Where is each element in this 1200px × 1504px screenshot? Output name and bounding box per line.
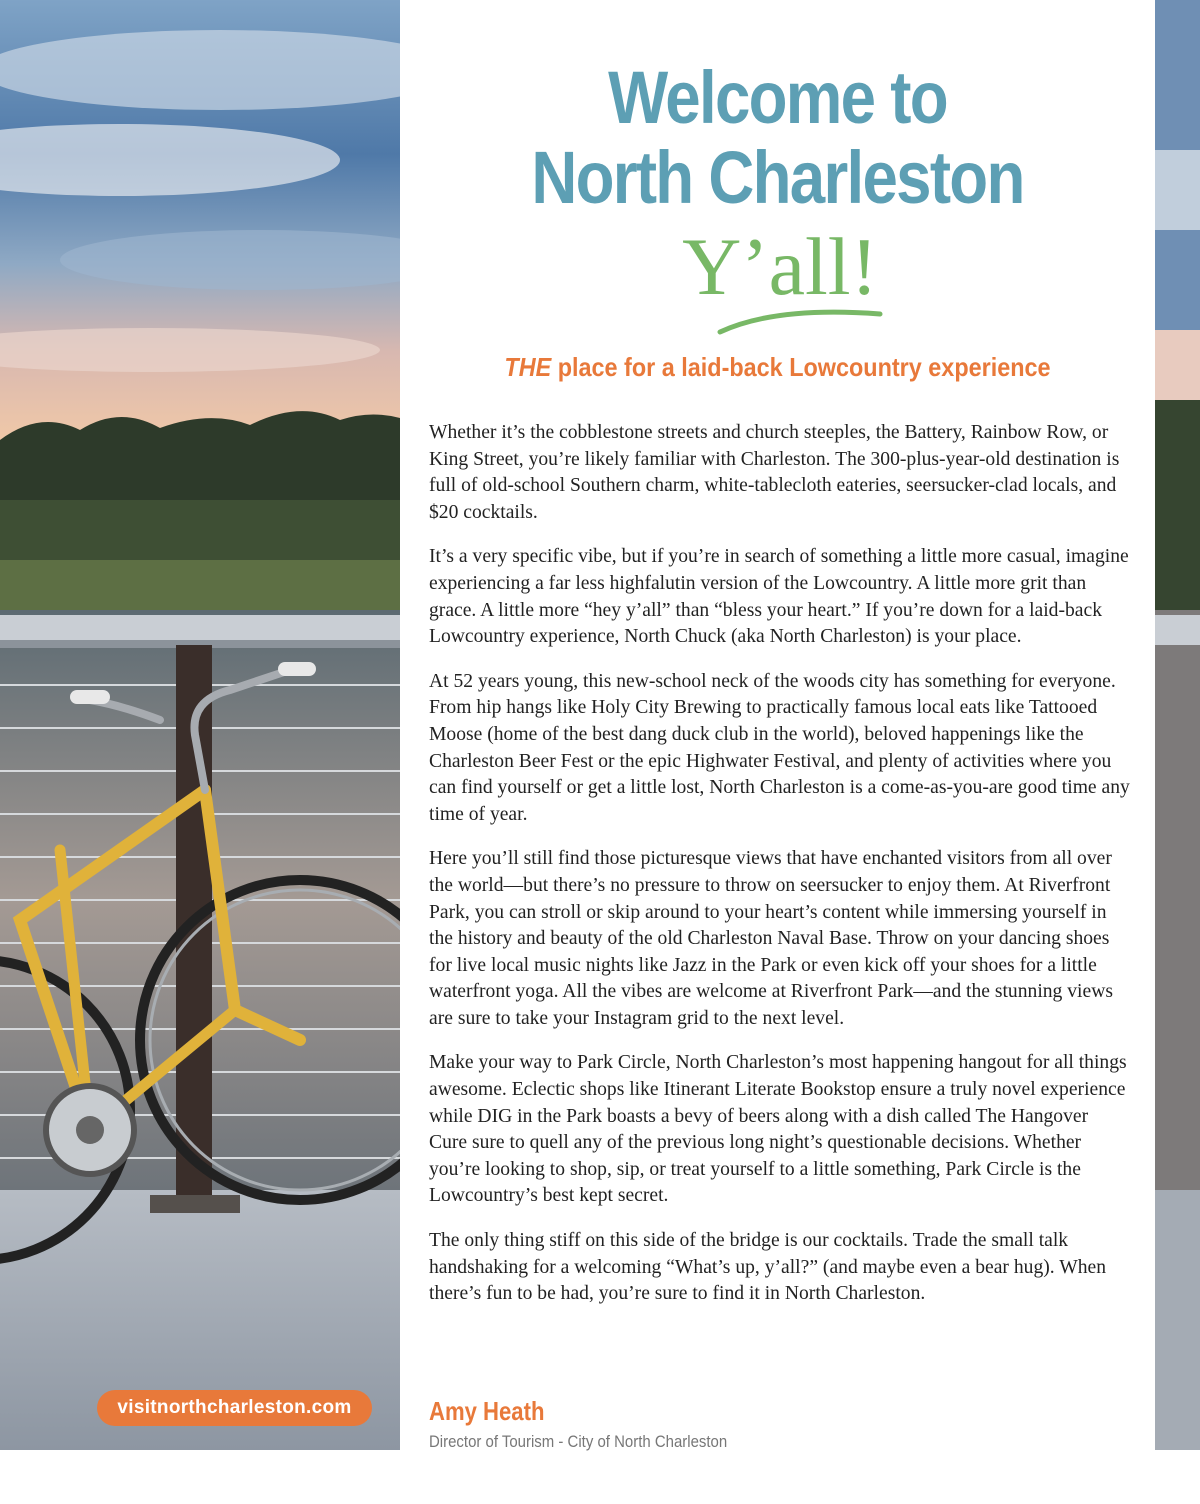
signature-title: Director of Tourism - City of North Charleston	[429, 1432, 728, 1451]
paragraph: Whether it’s the cobblestone streets and church steeples, the Battery, Rainbow Row, or King Street, you’re likely familiar with Charleston. The 300-plus-year-old destination is full of old-school Southern charm, white-tablecloth eateries, seersucker-clad locals, and $20 cocktails.	[429, 422, 1120, 523]
bicycle-photo	[0, 0, 400, 1450]
subtitle-text: place for a laid-back Lowcountry experience	[551, 352, 1051, 382]
paragraph: The only thing stiff on this side of the bridge is our cocktails. Trade the small talk handshaking for a welcoming “What’s up, y’all?” (and maybe even a bear hug). When there’s fun to be had, you’re sure to find it in North Charleston.	[429, 1230, 1106, 1305]
bicycle-photo-illustration	[0, 0, 400, 1450]
website-url-badge[interactable]: visitnorthcharleston.com	[97, 1390, 372, 1426]
page-title	[453, 58, 1102, 218]
paragraph: At 52 years young, this new-school neck of the woods city has something for everyone. From hip hangs like Holy City Brewing to practically famous local eats like Tattooed Moose (home of the best dang duck club in the world), beloved happenings like the Charleston Beer Fest or the epic Highwater Festival, and plenty of activities where you can find yourself or get a little lost, North Charleston is a come-as-you-are good time any time of year.	[429, 670, 1130, 825]
subtitle-emphasis: THE	[504, 352, 552, 382]
article-body	[429, 420, 1131, 1326]
paragraph: It’s a very specific vibe, but if you’re in search of something a little more casual, imagine experiencing a far less highfalutin version of the Lowcountry. A little more grit than grace. A little more “hey y’all” than “bless your heart.” If you’re down for a laid-back Lowcountry experience, North Chuck (aka North Charleston) is your place.	[429, 546, 1129, 648]
swoosh-underline-icon	[716, 302, 886, 338]
title-line-2: North Charleston	[531, 136, 1024, 219]
right-photo-illustration	[1155, 0, 1200, 1450]
paragraph: Here you’ll still find those picturesque views that have enchanted visitors from all over the world—but there’s no pressure to throw on seersucker to enjoy them. At Riverfront Park, you can stroll or skip around to your heart’s content while immersing yourself in the history and beauty of the old Charleston Naval Base. Throw on your dancing shoes for live local music nights like Jazz in the Park or even kick off your shoes for a little waterfront yoga. All the vibes are welcome at Riverfront Park—and the stunning views are sure to take your Instagram grid to the next level.	[429, 848, 1113, 1029]
signature-name: Amy Heath	[429, 1396, 545, 1426]
right-photo-strip	[1155, 0, 1200, 1450]
page-subtitle	[438, 352, 1118, 383]
paragraph: Make your way to Park Circle, North Charleston’s most happening hangout for all things awesome. Eclectic shops like Itinerant Literate Bookstop ensure a truly novel experience while DIG in the Park boasts a bevy of beers along with a dish called The Hangover Cure sure to quell any of the previous long night’s questionable decisions. Whether you’re looking to shop, sip, or treat yourself to a little something, Park Circle is the Lowcountry’s best kept secret.	[429, 1052, 1127, 1207]
title-yall: Y’all!	[682, 221, 878, 312]
title-line-1: Welcome to	[608, 56, 947, 139]
